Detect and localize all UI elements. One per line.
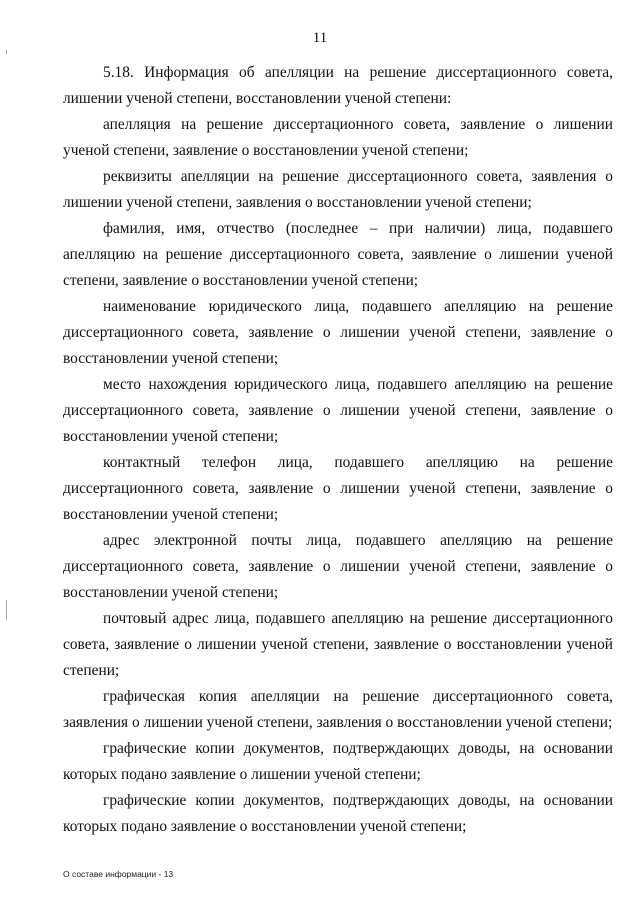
scan-edge-mark (6, 600, 7, 620)
list-item-paragraph: почтовый адрес лица, подавшего апелляцию на решение диссертационного совета, заявление о лишении ученой степени, заявление о восстановлении ученой степени; (63, 610, 613, 679)
list-item-paragraph: графическая копия апелляции на решение диссертационного совета, заявления о лишении ученой степени, заявления о восстановлении ученой степени; (63, 688, 613, 731)
list-item-paragraph: контактный телефон лица, подавшего апелляцию на решение диссертационного совета, заявление о лишении ученой степени, заявление о восстановлении ученой степени; (63, 454, 613, 523)
page-number: 11 (312, 30, 328, 46)
scan-edge-mark (6, 50, 7, 54)
list-item-paragraph: графические копии документов, подтверждающих доводы, на основании которых подано заявление о лишении ученой степени; (63, 740, 613, 783)
list-item-paragraph: место нахождения юридического лица, подавшего апелляцию на решение диссертационного совета, заявление о лишении ученой степени, заявление о восстановлении ученой степени; (63, 376, 613, 445)
list-item-paragraph: наименование юридического лица, подавшего апелляцию на решение диссертационного совета, заявление о лишении ученой степени, заявление о восстановлении ученой степени; (63, 298, 613, 367)
page-footer: О составе информации - 13 (63, 869, 174, 879)
list-item-paragraph: апелляция на решение диссертационного совета, заявление о лишении ученой степени, заявление о восстановлении ученой степени; (63, 116, 613, 159)
list-item-paragraph: графические копии документов, подтверждающих доводы, на основании которых подано заявление о восстановлении ученой степени; (63, 792, 613, 835)
list-item-paragraph: адрес электронной почты лица, подавшего апелляцию на решение диссертационного совета, заявление о лишении ученой степени, заявление о восстановлении ученой степени; (63, 532, 613, 601)
list-item-paragraph: фамилия, имя, отчество (последнее – при наличии) лица, подавшего апелляцию на решение диссертационного совета, заявление о лишении ученой степени, заявление о восстановлении ученой степени; (63, 220, 613, 289)
section-heading-paragraph: 5.18. Информация об апелляции на решение диссертационного совета, лишении ученой степени, восстановлении ученой степени: (63, 64, 613, 107)
document-body (63, 60, 613, 840)
list-item-paragraph: реквизиты апелляции на решение диссертационного совета, заявления о лишении ученой степени, заявления о восстановлении ученой степени; (63, 168, 613, 211)
